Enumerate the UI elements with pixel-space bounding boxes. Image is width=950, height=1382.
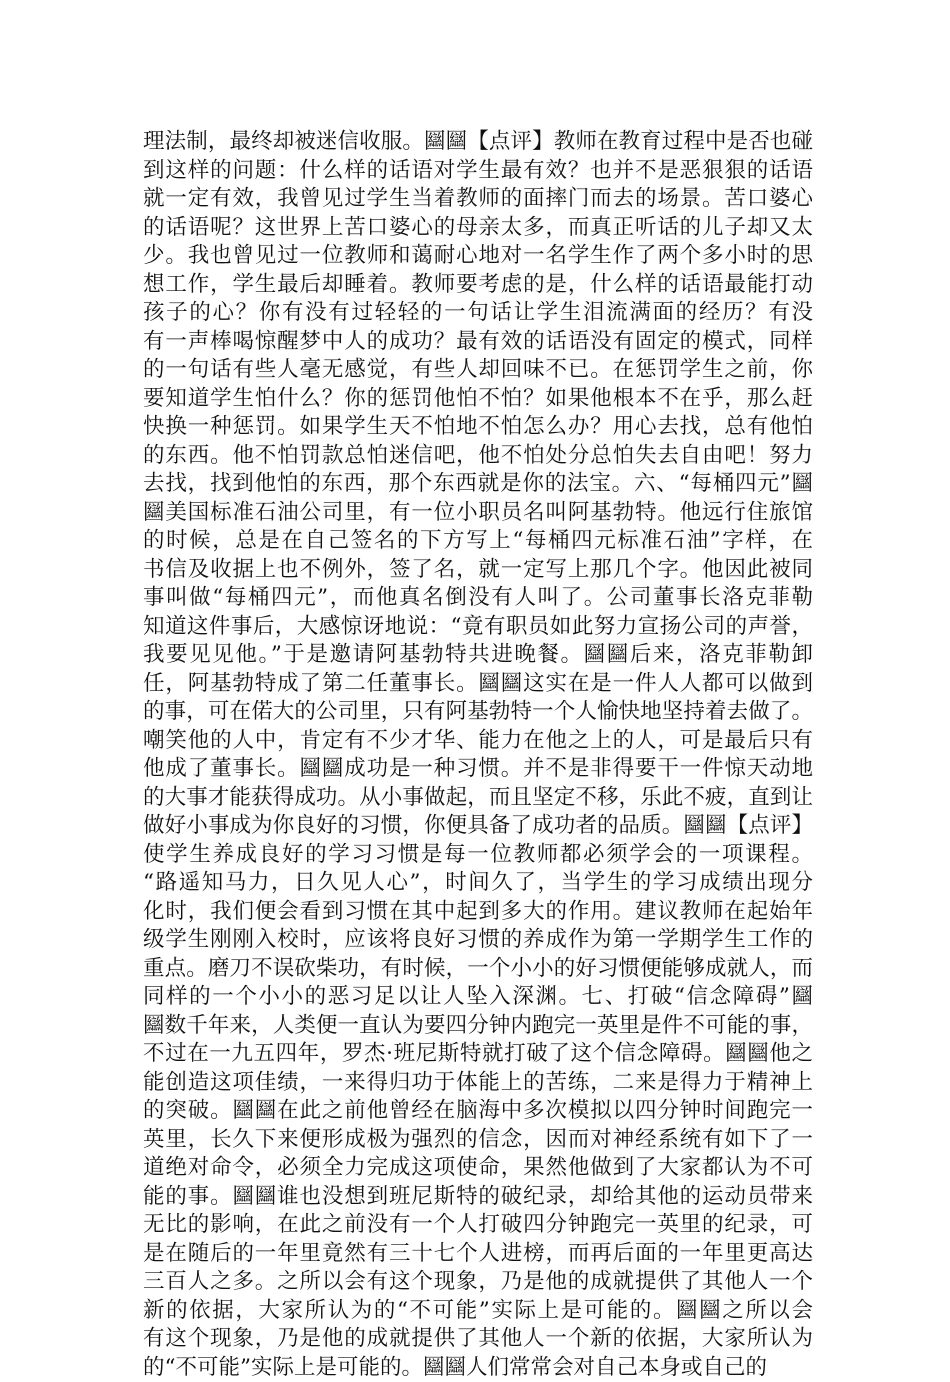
text-line: 书信及收据上也不例外，签了名，就一定写上那几个字。他因此被同 bbox=[143, 556, 813, 585]
text-line: 孩子的心？你有没有过轻轻的一句话让学生泪流满面的经历？有没 bbox=[143, 299, 813, 328]
text-line: 事叫做“每桶四元”，而他真名倒没有人叫了。公司董事长洛克菲勒 bbox=[143, 584, 813, 613]
text-line: 道绝对命令，必须全力完成这项使命，果然他做到了大家都认为不可 bbox=[143, 1154, 813, 1183]
text-line: 知道这件事后，大感惊讶地说：“竟有职员如此努力宣扬公司的声誉， bbox=[143, 613, 813, 642]
text-line: 同样的一个小小的恶习足以让人坠入深渊。七、打破“信念障碍”圝 bbox=[143, 983, 813, 1012]
text-line: 能创造这项佳绩，一来得归功于体能上的苦练，二来是得力于精神上 bbox=[143, 1069, 813, 1098]
text-line: 我要见见他。”于是邀请阿基勃特共进晚餐。圝圝后来，洛克菲勒卸 bbox=[143, 641, 813, 670]
text-line: 做好小事成为你良好的习惯，你便具备了成功者的品质。圝圝【点评】 bbox=[143, 812, 813, 841]
text-line: 是在随后的一年里竟然有三十七个人进榜，而再后面的一年里更高达 bbox=[143, 1240, 813, 1269]
text-line: 的突破。圝圝在此之前他曾经在脑海中多次模拟以四分钟时间跑完一 bbox=[143, 1097, 813, 1126]
text-line: 的话语呢？这世界上苦口婆心的母亲太多，而真正听话的儿子却又太 bbox=[143, 214, 813, 243]
text-line: 英里，长久下来便形成极为强烈的信念，因而对神经系统有如下了一 bbox=[143, 1126, 813, 1155]
text-line: 不过在一九五四年，罗杰·班尼斯特就打破了这个信念障碍。圝圝他之 bbox=[143, 1040, 813, 1069]
text-line: 去找，找到他怕的东西，那个东西就是你的法宝。六、“每桶四元”圝 bbox=[143, 470, 813, 499]
text-line: 圝数千年来，人类便一直认为要四分钟内跑完一英里是件不可能的事， bbox=[143, 1012, 813, 1041]
text-line: 少。我也曾见过一位教师和蔼耐心地对一名学生作了两个多小时的思 bbox=[143, 242, 813, 271]
text-line: 新的依据，大家所认为的“不可能”实际上是可能的。圝圝之所以会 bbox=[143, 1297, 813, 1326]
text-line: 的东西。他不怕罚款总怕迷信吧，他不怕处分总怕失去自由吧！努力 bbox=[143, 442, 813, 471]
text-line: 快换一种惩罚。如果学生天不怕地不怕怎么办？用心去找，总有他怕 bbox=[143, 413, 813, 442]
text-line: 圝美国标准石油公司里，有一位小职员名叫阿基勃特。他远行住旅馆 bbox=[143, 499, 813, 528]
text-line: 嘲笑他的人中，肯定有不少才华、能力在他之上的人，可是最后只有 bbox=[143, 727, 813, 756]
text-line: 想工作，学生最后却睡着。教师要考虑的是，什么样的话语最能打动 bbox=[143, 271, 813, 300]
text-line: 的时候，总是在自己签名的下方写上“每桶四元标准石油”字样，在 bbox=[143, 527, 813, 556]
text-line: 有一声棒喝惊醒梦中人的成功？最有效的话语没有固定的模式，同样 bbox=[143, 328, 813, 357]
text-line: 级学生刚刚入校时，应该将良好习惯的养成作为第一学期学生工作的 bbox=[143, 926, 813, 955]
text-line: 他成了董事长。圝圝成功是一种习惯。并不是非得要干一件惊天动地 bbox=[143, 755, 813, 784]
text-line: 重点。磨刀不误砍柴功，有时候，一个小小的好习惯便能够成就人，而 bbox=[143, 955, 813, 984]
text-line: 有这个现象，乃是他的成就提供了其他人一个新的依据，大家所认为 bbox=[143, 1325, 813, 1354]
text-line: 无比的影响，在此之前没有一个人打破四分钟跑完一英里的纪录，可 bbox=[143, 1211, 813, 1240]
text-line: 要知道学生怕什么？你的惩罚他怕不怕？如果他根本不在乎，那么赶 bbox=[143, 385, 813, 414]
text-line: 化时，我们便会看到习惯在其中起到多大的作用。建议教师在起始年 bbox=[143, 898, 813, 927]
text-line: 的“不可能”实际上是可能的。圝圝人们常常会对自己本身或自己的 bbox=[143, 1354, 813, 1382]
text-line: 三百人之多。之所以会有这个现象，乃是他的成就提供了其他人一个 bbox=[143, 1268, 813, 1297]
text-line: “路遥知马力，日久见人心”，时间久了，当学生的学习成绩出现分 bbox=[143, 869, 813, 898]
text-line: 理法制，最终却被迷信收服。圝圝【点评】教师在教育过程中是否也碰 bbox=[143, 128, 813, 157]
text-line: 使学生养成良好的学习习惯是每一位教师都必须学会的一项课程。 bbox=[143, 841, 813, 870]
text-line: 的大事才能获得成功。从小事做起，而且坚定不移，乐此不疲，直到让 bbox=[143, 784, 813, 813]
text-line: 到这样的问题：什么样的话语对学生最有效？也并不是恶狠狠的话语 bbox=[143, 157, 813, 186]
text-line: 任，阿基勃特成了第二任董事长。圝圝这实在是一件人人都可以做到 bbox=[143, 670, 813, 699]
body-text bbox=[143, 128, 813, 1382]
text-line: 的一句话有些人毫无感觉，有些人却回味不已。在惩罚学生之前，你 bbox=[143, 356, 813, 385]
text-line: 的事，可在偌大的公司里，只有阿基勃特一个人愉快地坚持着去做了。 bbox=[143, 698, 813, 727]
text-line: 能的事。圝圝谁也没想到班尼斯特的破纪录，却给其他的运动员带来 bbox=[143, 1183, 813, 1212]
text-line: 就一定有效，我曾见过学生当着教师的面摔门而去的场景。苦口婆心 bbox=[143, 185, 813, 214]
